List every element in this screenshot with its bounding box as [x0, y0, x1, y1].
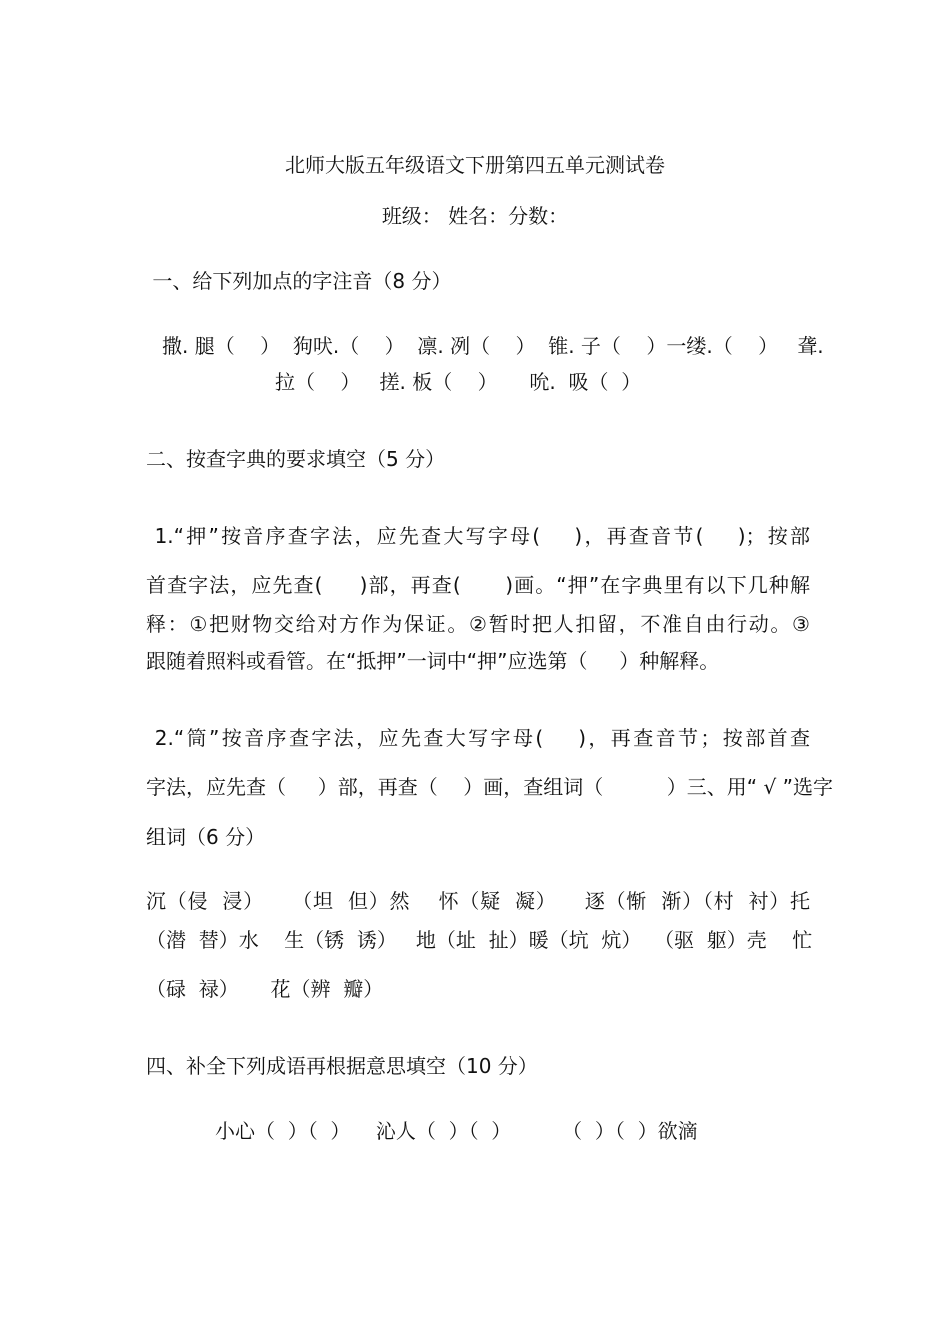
section-3-line-2: （潜 替）水 生（锈 诱） 地（址 扯）暖（坑 炕） （驱 躯）壳 忙	[146, 928, 813, 952]
section-2-heading: 二、按查字典的要求填空（5 分）	[146, 447, 446, 471]
section-1-line-2: 拉（ ） 搓. 板（ ） 吮. 吸（ ）	[275, 370, 642, 394]
section-2-q2-line-2: 字法，应先查（ ）部，再查（ ）画，查组词（ ）三、用“ √ ”选字	[146, 775, 833, 799]
page-title: 北师大版五年级语文下册第四五单元测试卷	[285, 153, 665, 177]
student-info-line: 班级： 姓名：分数：	[381, 204, 569, 228]
section-3-line-1: 沉（侵 浸） （坦 但）然 怀（疑 凝） 逐（惭 渐）（村 衬）托	[146, 889, 810, 913]
section-3-line-3: （碌 禄） 花（辨 瓣）	[146, 977, 384, 1001]
section-2-q1-line-2: 首查字法，应先查( )部，再查( )画。“押”在字典里有以下几种解	[146, 573, 810, 597]
section-4-heading: 四、补全下列成语再根据意思填空（10 分）	[146, 1054, 538, 1078]
section-2-q1-line-3: 释：①把财物交给对方作为保证。②暂时把人扣留，不准自由行动。③	[146, 612, 810, 636]
section-2-q2-line-1: 2.“筒”按音序查字法，应先查大写字母( )，再查音节；按部首查	[146, 726, 810, 750]
section-3-heading: 组词（6 分）	[146, 825, 266, 849]
section-4-line-1: 小心（ ）（ ） 沁人（ ）（ ） （ ）（ ）欲滴	[215, 1119, 698, 1143]
section-2-q1-line-4: 跟随着照料或看管。在“抵押”一词中“押”应选第（ ）种解释。	[146, 649, 720, 673]
section-1-heading: 一、给下列加点的字注音（8 分）	[146, 269, 452, 293]
section-2-q1-line-1: 1.“押”按音序查字法，应先查大写字母( )，再查音节( )；按部	[146, 524, 810, 548]
section-1-line-1: 撒. 腿（ ） 狗吠.（ ） 凛. 冽（ ） 锥. 子（ ）一缕.（ ） 聋.	[162, 334, 824, 358]
